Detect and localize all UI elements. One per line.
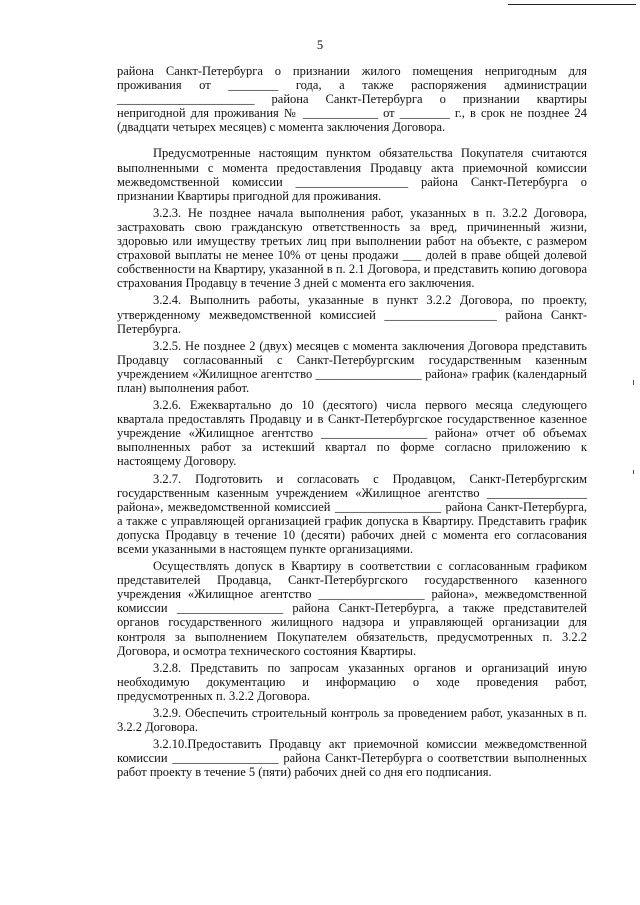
scan-edge-mark — [633, 470, 634, 474]
paragraph-3-2-8: 3.2.8. Представить по запросам указанных органов и организаций иную необходимую документацию и информацию о ходе проведения работ, предусмотренных п. 3.2.2 Договора. — [117, 660, 587, 703]
paragraph-3-2-7: 3.2.7. Подготовить и согласовать с Продавцом, Санкт-Петербургским государственным казенным учреждением «Жилищное агентство ________________ района», межведомственной комиссией _________________ района Санкт-Петербурга, а также с управляющей организацией график допуска в Квартиру. Представить график допуска Продавцу в течение 10 (десяти) рабочих дней с момента его согласования всеми указанными в настоящем пункте организациями. — [117, 471, 587, 556]
paragraph-continuation: района Санкт-Петербурга о признании жилого помещения непригодным для проживания от ________ года, а также распоряжения администрации ______________________ района Санкт-Петербурга о признании квартиры непригодной для проживания № ____________ от ________ г., в срок не позднее 24 (двадцати четырех месяцев) с момента заключения Договора. — [117, 64, 587, 135]
page-number: 5 — [316, 38, 324, 52]
paragraph-3-2-10: 3.2.10.Предоставить Продавцу акт приемочной комиссии межведомственной комиссии _________________ района Санкт-Петербурга о соответствии выполненных работ проекту в течение 5 (пяти) рабочих дней со дня его подписания. — [117, 737, 587, 780]
paragraph-3-2-9: 3.2.9. Обеспечить строительный контроль за проведением работ, указанных в п. 3.2.2 Договора. — [117, 706, 587, 735]
document-body — [117, 64, 587, 780]
paragraph-3-2-3: 3.2.3. Не позднее начала выполнения работ, указанных в п. 3.2.2 Договора, застраховать свою гражданскую ответственность за вред, причиненный жизни, здоровью или имуществу третьих лиц при выполнении работ на объекте, с размером страховой выплаты не менее 10% от цены продажи ___ долей в праве общей долевой собственности на Квартиру, указанной в п. 2.1 Договора, и представить копию договора страхования Продавцу в течение 3 дней с момента его заключения. — [117, 205, 587, 291]
paragraph-3-2-4: 3.2.4. Выполнить работы, указанные в пункт 3.2.2 Договора, по проекту, утвержденному межведомственной комиссией __________________ района Санкт-Петербурга. — [117, 293, 587, 336]
paragraph-access: Осуществлять допуск в Квартиру в соответствии с согласованным графиком представителей Продавца, Санкт-Петербургского государственного казенного учреждения «Жилищное агентство _________________ района», межведомственной комиссии _________________ района Санкт-Петербурга, а также представителей органов государственного жилищного надзора и управляющей организации для контроля за выполнением Покупателем обязательств, предусмотренных п. 3.2.2 Договора, и осмотра технического состояния Квартиры. — [117, 559, 587, 658]
paragraph-3-2-6: 3.2.6. Ежеквартально до 10 (десятого) числа первого месяца следующего квартала предоставлять Продавцу и в Санкт-Петербургское государственное казенное учреждение «Жилищное агентство _________________ района» отчет об объемах выполненных работ за истекший квартал по форме согласно приложению к настоящему Договору. — [117, 398, 587, 469]
header-rule — [508, 4, 636, 5]
paragraph-3-2-5: 3.2.5. Не позднее 2 (двух) месяцев с момента заключения Договора представить Продавцу согласованный с Санкт-Петербургским государственным казенным учреждением «Жилищное агентство _________________ района» график (календарный план) выполнения работ. — [117, 338, 587, 395]
scan-edge-mark — [633, 380, 634, 385]
paragraph-obligations-fulfilled: Предусмотренные настоящим пунктом обязательства Покупателя считаются выполненными с момента предоставления Продавцу акта приемочной комиссии межведомственной комиссии __________________ района Санкт-Петербурга о признании Квартиры пригодной для проживания. — [117, 146, 587, 203]
